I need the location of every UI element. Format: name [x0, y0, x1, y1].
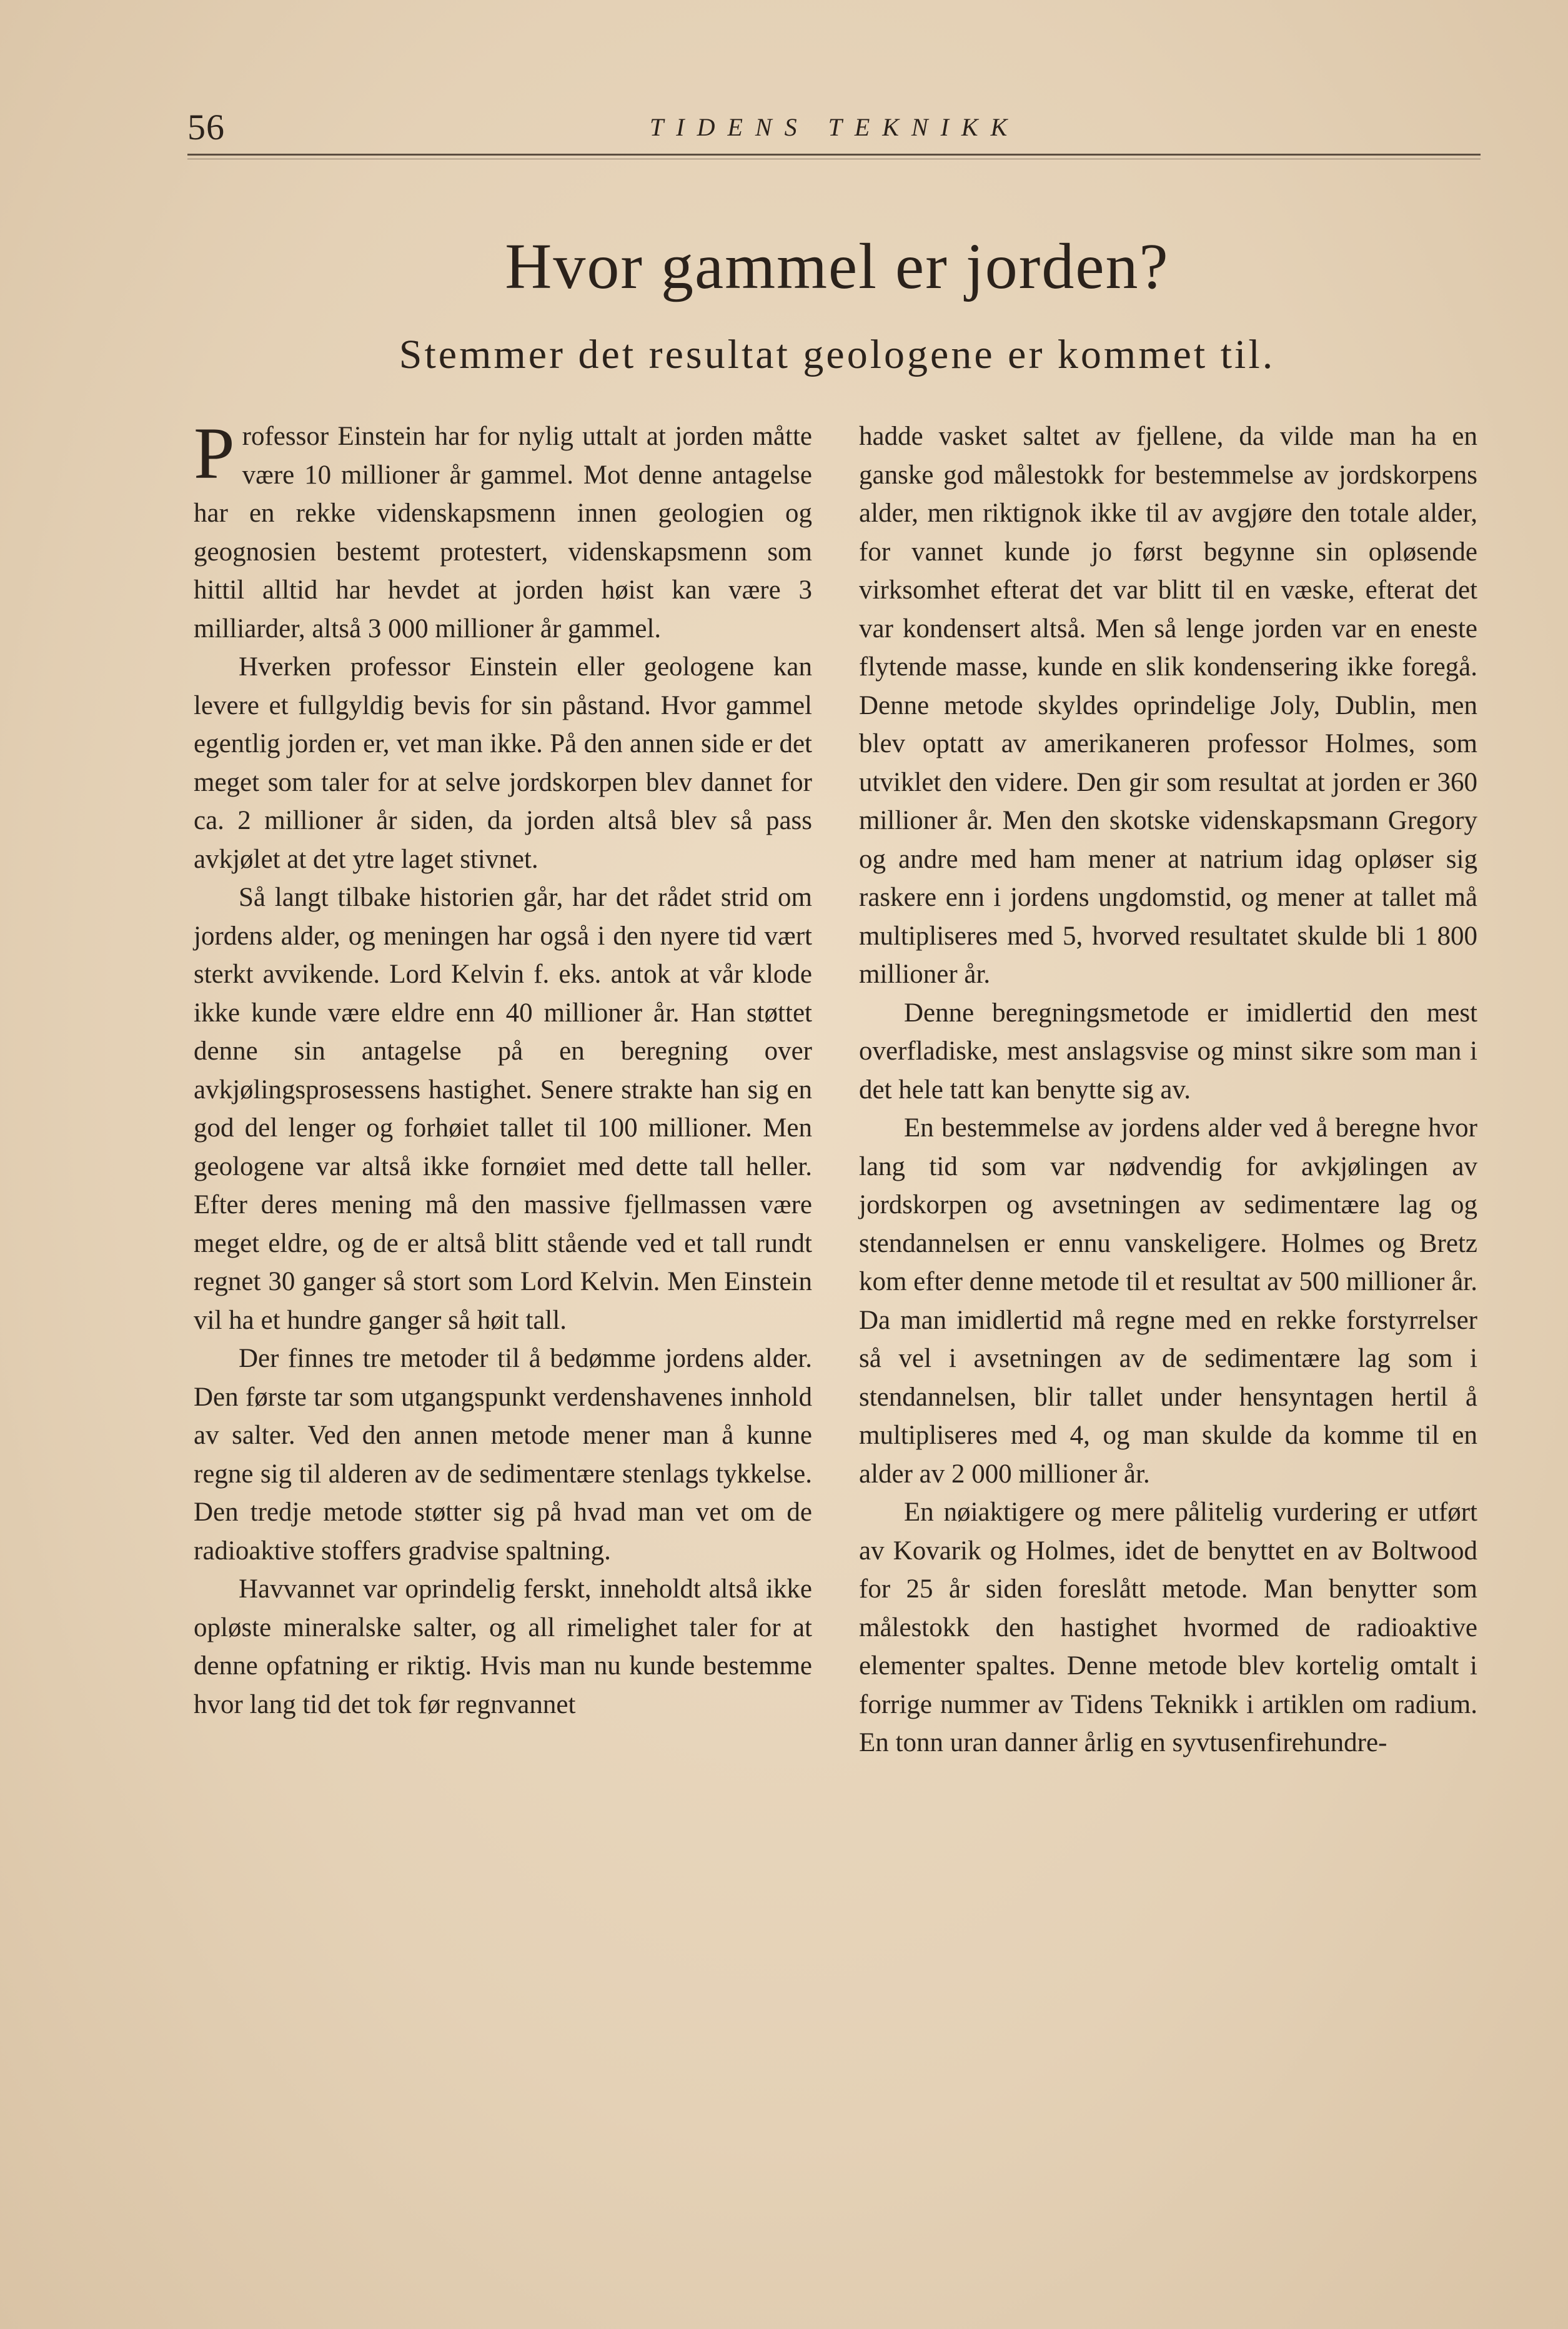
drop-cap: P — [194, 412, 235, 494]
running-title: TIDENS TEKNIKK — [650, 113, 1020, 141]
page-number: 56 — [187, 107, 225, 147]
paragraph: Der finnes tre metoder til å bedømme jordens alder. Den første tar som utgangspunkt verdenshavenes innhold av salter. Ved den annen metode mener man å kunne regne sig til alderen av de sedimentære stenlags tykkelse. Den tredje metode støtter sig på hvad man vet om de radioaktive stoffers gradvise spaltning. — [194, 1344, 812, 1566]
paragraph-text: rofessor Einstein har for nylig uttalt at jorden måtte være 10 millioner år gammel. Mot denne antagelse har en rekke videnskapsmenn innen geologien og geognosien bestemt protestert, videnskapsmenn som hittil alltid har hevdet at jorden høist kan være 3 milliarder, altså 3 000 millioner år gammel. — [194, 422, 812, 643]
paragraph: En nøiaktigere og mere pålitelig vurdering er utført av Kovarik og Holmes, idet de benyttet en av Boltwood for 25 år siden foreslått metode. Man benytter som målestokk den hastighet hvormed de radioaktive elementer spaltes. Denne metode blev kortelig omtalt i forrige nummer av Tidens Teknikk i artiklen om radium. En tonn uran danner årlig en syvtusenfirehundre- — [859, 1497, 1477, 1757]
paragraph: Hverken professor Einstein eller geologene kan levere et fullgyldig bevis for sin påstand. Hvor gammel egentlig jorden er, vet man ikke. På den annen side er det meget som taler for at selve jordskorpen blev dannet for ca. 2 millioner år siden, da jorden altså blev så pass avkjølet at det ytre laget stivnet. — [194, 652, 812, 874]
paragraph: En bestemmelse av jordens alder ved å beregne hvor lang tid som var nødvendig for avkjølingen av jordskorpen og avsetningen av sedimentære lag og stendannelsen er ennu vanskeligere. Holmes og Bretz kom efter denne metode til et resultat av 500 millioner år. Da man imidlertid må regne med en rekke forstyrrelser så vel i avsetningen av de sedimentære lag som i stendannelsen, blir tallet under hensyntagen hertil å multipliseres med 4, og man skulde da komme til en alder av 2 000 millioner år. — [859, 1113, 1477, 1489]
paragraph — [194, 412, 812, 648]
header-rule — [187, 154, 1481, 156]
paragraph: Havvannet var oprindelig ferskt, inneholdt altså ikke opløste mineralske salter, og all rimelighet taler for at denne opfatning er riktig. Hvis man nu kunde bestemme hvor lang tid det tok før regnvannet — [194, 1574, 812, 1719]
paragraph: Så langt tilbake historien går, har det rådet strid om jordens alder, og meningen har også i den nyere tid vært sterkt avvikende. Lord Kelvin f. eks. antok at vår klode ikke kunde være eldre enn 40 millioner år. Han støttet denne sin antagelse på en beregning over avkjølingsprosessens hastighet. Senere strakte han sig en god del lenger og forhøiet tallet til 100 millioner. Men geologene var altså ikke fornøiet med dette tall heller. Efter deres mening må den massive fjellmassen være meget eldre, og de er altså blitt stående ved et tall rundt regnet 30 ganger så stort som Lord Kelvin. Men Einstein vil ha et hundre ganger så høit tall. — [194, 883, 812, 1335]
paragraph: hadde vasket saltet av fjellene, da vilde man ha en ganske god målestokk for bestemmelse av jordskorpens alder, men riktignok ikke til av avgjøre den totale alder, for vannet kunde jo først begynne sin opløsende virksomhet efterat det var blitt til en væske, efterat det var kondensert altså. Men så lenge jorden var en eneste flytende masse, kunde en slik kondensering ikke foregå. Denne metode skyldes oprindelige Joly, Dublin, men blev optatt av amerikaneren professor Holmes, som utviklet den videre. Den gir som resultat at jorden er 360 millioner år. Men den skotske videnskapsmann Gregory og andre med ham mener at natrium idag opløser sig raskere enn i jordens ungdomstid, og mener at tallet må multipliseres med 5, hvorved resultatet skulde bli 1 800 millioner år. — [859, 422, 1477, 989]
article-subtitle: Stemmer det resultat geologene er kommet til. — [399, 332, 1276, 377]
page-header — [187, 106, 1487, 156]
paragraph: Denne beregningsmetode er imidlertid den mest overfladiske, mest anslagsvise og minst sikre som man i det hele tatt kan benytte sig av. — [859, 998, 1477, 1105]
right-column — [859, 417, 1477, 1762]
article-title: Hvor gammel er jorden? — [505, 231, 1169, 302]
left-column — [194, 412, 812, 1724]
